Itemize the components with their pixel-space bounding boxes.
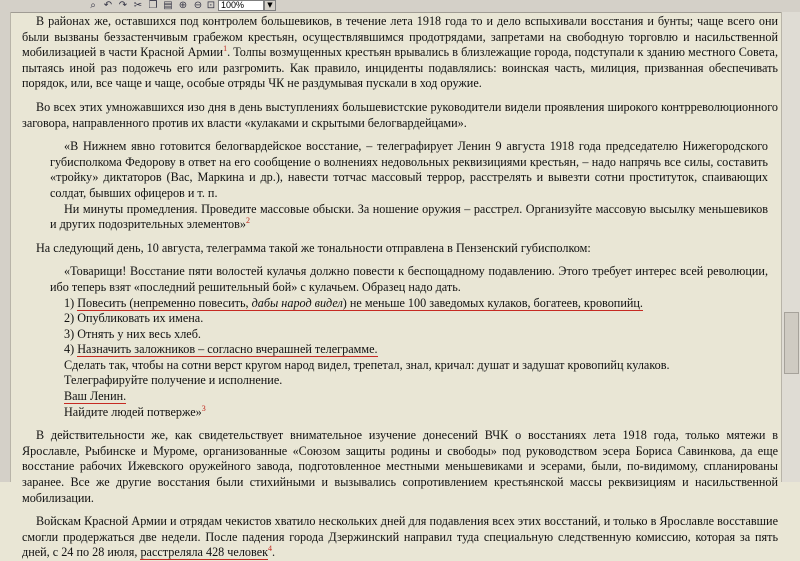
footnote-ref-4[interactable]: 4 (268, 544, 273, 554)
text: В районах же, оставшихся под контролем большевиков, в течение лета 1918 года то и дело вспыхивали восстания и бунты; чаще всего они были вызваны беззастенчивым грабежом крестьян, осуществлявшимся продотрядами, запретами на свободную торговлю и насильственной мобилизацией в части Красной Армии (22, 14, 778, 60)
list-number: 1) (64, 295, 78, 310)
text: Повесить (непременно повесить, (77, 295, 252, 310)
footnote-ref-1[interactable]: 1 (223, 44, 228, 54)
signature-text: Ваш Ленин. (64, 389, 127, 404)
paragraph-2: Во всех этих умножавшихся изо дня в день выступлениях большевистские руководители видели проявления широкого контрреволюционного заговора, направленного против их власти «кулаками и скрытыми белогвардейцами». (22, 99, 778, 130)
undo-icon[interactable]: ↶ (103, 0, 113, 11)
text: Войскам Красной Армии и отрядам чекистов хватило нескольких дней для подавления всех этих восстаний, и только в Ярославле восставшие смогли продержаться две недели. После падения города Дзержинский направил туда специальную следственную комиссию, которая за пять дней, с 24 по 28 июля, (22, 514, 778, 560)
scrollbar-thumb[interactable] (784, 312, 799, 374)
list-item: 3) Отнять у них весь хлеб. (64, 326, 201, 341)
redo-icon[interactable]: ↷ (118, 0, 128, 11)
order-list (22, 296, 778, 421)
list-item: Сделать так, чтобы на сотни верст кругом народ видел, трепетал, знал, кричал: душат и задушат кровопийц кулаков. (64, 357, 670, 372)
quote-2 (22, 202, 778, 233)
text: Ни минуты промедления. Проведите массовые обыски. За ношение оружия – расстрел. Организуйте массовую высылку меньшевиков и других подозрительных элементов» (50, 201, 768, 232)
left-margin (0, 12, 11, 482)
paste-icon[interactable]: ▤ (163, 0, 173, 11)
paragraph-5 (22, 514, 778, 561)
list-item: 2) Опубликовать их имена. (64, 311, 204, 326)
text: . Толпы возмущенных крестьян врывались в близлежащие города, подступали к зданию местного Совета, пытаясь иной раз подожечь его или разгромить. Как правило, инциденты подавлялись: воинская часть, милиция, призванная обеспечивать порядок, или, все чаще и чаще, особые отряды ЧК не раздумывая пускали в ход оружие. (22, 45, 778, 91)
quote-3: «Товарищи! Восстание пяти волостей кулачья должно повести к беспощадному подавлению. Этого требует интерес всей революции, ибо теперь взят «последний решительный бой» с кулачьем. Образец надо дать. (50, 264, 768, 294)
toolbar (0, 0, 800, 13)
paragraph-4: В действительности же, как свидетельствует внимательное изучение донесений ВЧК о восстаниях лета 1918 года, только мятежи в Ярославле, Рыбинске и Муроме, организованные «Союзом защиты родины и свободы» под руководством эсера Бориса Савинкова, да еще восстание рабочих Ижевского оружейного завода, подготовленное местными меньшевиками и эсерами, были, по-видимому, спланированы заранее. Все же другие восстания были стихийными и вызывались сопротивлением крестьянской массы реквизициям и насильственной мобилизации. (22, 428, 778, 505)
footnote-ref-3[interactable]: 3 (201, 403, 206, 413)
list-item (50, 389, 778, 405)
text: Найдите людей потверже» (64, 404, 202, 419)
list-item (50, 296, 778, 312)
chevron-down-icon[interactable]: ▼ (264, 0, 276, 11)
paragraph-3: На следующий день, 10 августа, телеграмма такой же тональности отправлена в Пензенский губисполком: (36, 240, 591, 255)
zoom-in-icon[interactable]: ⊕ (178, 0, 188, 11)
document-page (22, 14, 778, 560)
copy-icon[interactable]: ❐ (148, 0, 158, 11)
text: . (272, 545, 276, 560)
zoom-select[interactable]: 100% (218, 0, 264, 11)
list-number: 4) (64, 342, 78, 357)
list-item (50, 342, 778, 358)
zoom-fit-icon[interactable]: ⊡ (206, 0, 216, 11)
highlighted-text (77, 296, 643, 311)
quote-1: «В Нижнем явно готовится белогвардейское восстание, – телеграфирует Ленин 9 августа 1918 года председателю Нижегородского губисполкома Федорову в ответ на его сообщение о волнениях недовольных реквизициями крестьян, – надо напрячь все силы, составить «тройку» диктаторов (Вас, Маркина и др.), навести тотчас массовый террор, расстрелять и вывезти сотни проституток, спаивающих солдат, бывших офицеров и т. п. (50, 139, 768, 200)
find-icon[interactable]: ⌕ (90, 0, 96, 11)
footnote-ref-2[interactable]: 2 (245, 216, 250, 226)
list-item: Телеграфируйте получение и исполнение. (64, 373, 283, 388)
cut-icon[interactable]: ✂ (133, 0, 143, 11)
vertical-scrollbar[interactable] (781, 12, 800, 482)
italic-text: дабы народ видел (251, 295, 343, 310)
list-item (50, 405, 778, 421)
text: ) не меньше 100 заведомых кулаков, богатеев, кровопийц. (342, 295, 643, 310)
highlighted-text: Назначить заложников – согласно вчерашней телеграмме. (77, 342, 378, 357)
zoom-out-icon[interactable]: ⊖ (193, 0, 203, 11)
paragraph-1 (22, 14, 778, 92)
highlighted-text: расстреляла 428 человек (140, 545, 269, 560)
